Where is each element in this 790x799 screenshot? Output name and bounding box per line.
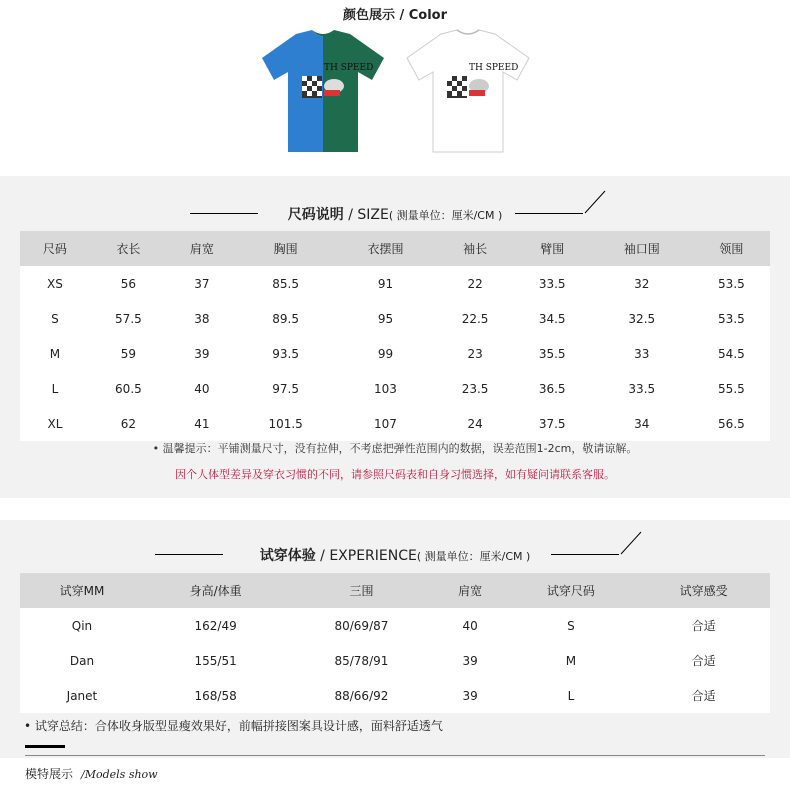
tshirt-white-image: [403, 28, 533, 156]
experience-cell: 39: [436, 678, 505, 713]
table-row: [20, 266, 770, 301]
shirt-print-text: TH SPEED: [469, 63, 519, 73]
measurement-note: • 温馨提示：平铺测量尺寸，没有拉伸，不考虑把弹性范围内的数据，误差范围1-2cm，敬请谅解。: [152, 442, 638, 455]
experience-title-cn: 试穿体验: [259, 548, 316, 564]
experience-title-en: / EXPERIENCE: [320, 548, 417, 564]
experience-cell: 合适: [637, 678, 770, 713]
size-cell: 60.5: [90, 371, 167, 406]
size-cell: 33: [591, 336, 693, 371]
models-divider: [25, 755, 765, 756]
experience-cell: 85/78/91: [287, 643, 435, 678]
size-section-title: [0, 204, 790, 224]
size-cell: 37: [167, 266, 237, 301]
models-title-en: /Models show: [81, 768, 158, 781]
experience-section-title: [0, 545, 790, 565]
table-row: [20, 678, 770, 713]
size-cell: 32.5: [591, 301, 693, 336]
experience-unit: ( 测量单位：厘米/CM ): [416, 550, 531, 563]
size-cell: 35.5: [514, 336, 591, 371]
shirt-print-text: TH SPEED: [324, 63, 374, 73]
size-cell: 99: [334, 336, 436, 371]
size-cell: 38: [167, 301, 237, 336]
experience-cell: M: [505, 643, 638, 678]
size-cell: XS: [20, 266, 90, 301]
size-cell: 34: [591, 406, 693, 441]
experience-cell: 80/69/87: [287, 608, 435, 643]
models-accent-bar: [25, 745, 65, 748]
size-header-cell: 衣摆围: [334, 231, 436, 266]
size-cell: 101.5: [237, 406, 335, 441]
size-cell: S: [20, 301, 90, 336]
experience-table: [20, 573, 770, 713]
size-cell: 62: [90, 406, 167, 441]
table-row: [20, 371, 770, 406]
size-cell: 41: [167, 406, 237, 441]
size-table: [20, 231, 770, 441]
size-cell: 95: [334, 301, 436, 336]
fitting-summary: • 试穿总结：合体收身版型显瘦效果好，前幅拼接图案具设计感，面料舒适透气: [24, 719, 443, 733]
models-section-title: [25, 765, 158, 782]
size-cell: 22: [437, 266, 514, 301]
experience-cell: 168/58: [144, 678, 287, 713]
table-row: [20, 301, 770, 336]
size-header-cell: 胸围: [237, 231, 335, 266]
fit-warning: 因个人体型差异及穿衣习惯的不同，请参照尺码表和自身习惯选择，如有疑问请联系客服。: [175, 468, 615, 481]
table-row: [20, 608, 770, 643]
size-cell: 59: [90, 336, 167, 371]
size-cell: M: [20, 336, 90, 371]
size-header-cell: 领围: [693, 231, 770, 266]
size-cell: 36.5: [514, 371, 591, 406]
table-row: [20, 643, 770, 678]
size-cell: 33.5: [591, 371, 693, 406]
size-cell: 33.5: [514, 266, 591, 301]
size-cell: 23: [437, 336, 514, 371]
size-cell: 97.5: [237, 371, 335, 406]
measurement-note-text: 温馨提示：平铺测量尺寸，没有拉伸，不考虑把弹性范围内的数据，误差范围1-2cm，敬请谅解。: [162, 442, 638, 455]
size-cell: 37.5: [514, 406, 591, 441]
color-section-title: 颜色展示 / Color: [342, 8, 448, 23]
experience-cell: 39: [436, 643, 505, 678]
size-cell: 85.5: [237, 266, 335, 301]
size-cell: 53.5: [693, 266, 770, 301]
experience-cell: Dan: [20, 643, 144, 678]
size-cell: 24: [437, 406, 514, 441]
experience-cell: 40: [436, 608, 505, 643]
tshirt-blue-green-image: [258, 28, 388, 156]
size-cell: 53.5: [693, 301, 770, 336]
size-header-cell: 衣长: [90, 231, 167, 266]
experience-header-cell: 肩宽: [436, 573, 505, 608]
size-cell: 93.5: [237, 336, 335, 371]
experience-cell: 155/51: [144, 643, 287, 678]
size-cell: 22.5: [437, 301, 514, 336]
size-cell: 34.5: [514, 301, 591, 336]
experience-header-cell: 试穿感受: [637, 573, 770, 608]
size-cell: 57.5: [90, 301, 167, 336]
experience-cell: Qin: [20, 608, 144, 643]
table-row: [20, 406, 770, 441]
size-cell: 56.5: [693, 406, 770, 441]
size-cell: 91: [334, 266, 436, 301]
experience-cell: L: [505, 678, 638, 713]
models-title-cn: 模特展示: [25, 767, 74, 781]
size-cell: 40: [167, 371, 237, 406]
experience-header-cell: 身高/体重: [144, 573, 287, 608]
size-cell: 23.5: [437, 371, 514, 406]
size-title-cn: 尺码说明: [287, 207, 344, 223]
experience-cell: 合适: [637, 608, 770, 643]
size-header-cell: 尺码: [20, 231, 90, 266]
size-cell: 55.5: [693, 371, 770, 406]
size-cell: 89.5: [237, 301, 335, 336]
experience-cell: S: [505, 608, 638, 643]
experience-cell: Janet: [20, 678, 144, 713]
size-cell: XL: [20, 406, 90, 441]
size-header-cell: 肩宽: [167, 231, 237, 266]
experience-header-cell: 试穿MM: [20, 573, 144, 608]
experience-header-cell: 试穿尺码: [505, 573, 638, 608]
size-header-cell: 臂围: [514, 231, 591, 266]
experience-cell: 162/49: [144, 608, 287, 643]
size-cell: 107: [334, 406, 436, 441]
size-cell: 103: [334, 371, 436, 406]
size-cell: 56: [90, 266, 167, 301]
fitting-summary-text: 试穿总结：合体收身版型显瘦效果好，前幅拼接图案具设计感，面料舒适透气: [34, 719, 443, 733]
experience-cell: 88/66/92: [287, 678, 435, 713]
experience-cell: 合适: [637, 643, 770, 678]
experience-header-cell: 三围: [287, 573, 435, 608]
table-row: [20, 336, 770, 371]
size-cell: 32: [591, 266, 693, 301]
size-unit: ( 测量单位：厘米/CM ): [388, 209, 503, 222]
size-header-cell: 袖长: [437, 231, 514, 266]
size-title-en: / SIZE: [348, 207, 389, 223]
size-cell: L: [20, 371, 90, 406]
size-cell: 39: [167, 336, 237, 371]
size-header-cell: 袖口围: [591, 231, 693, 266]
size-cell: 54.5: [693, 336, 770, 371]
